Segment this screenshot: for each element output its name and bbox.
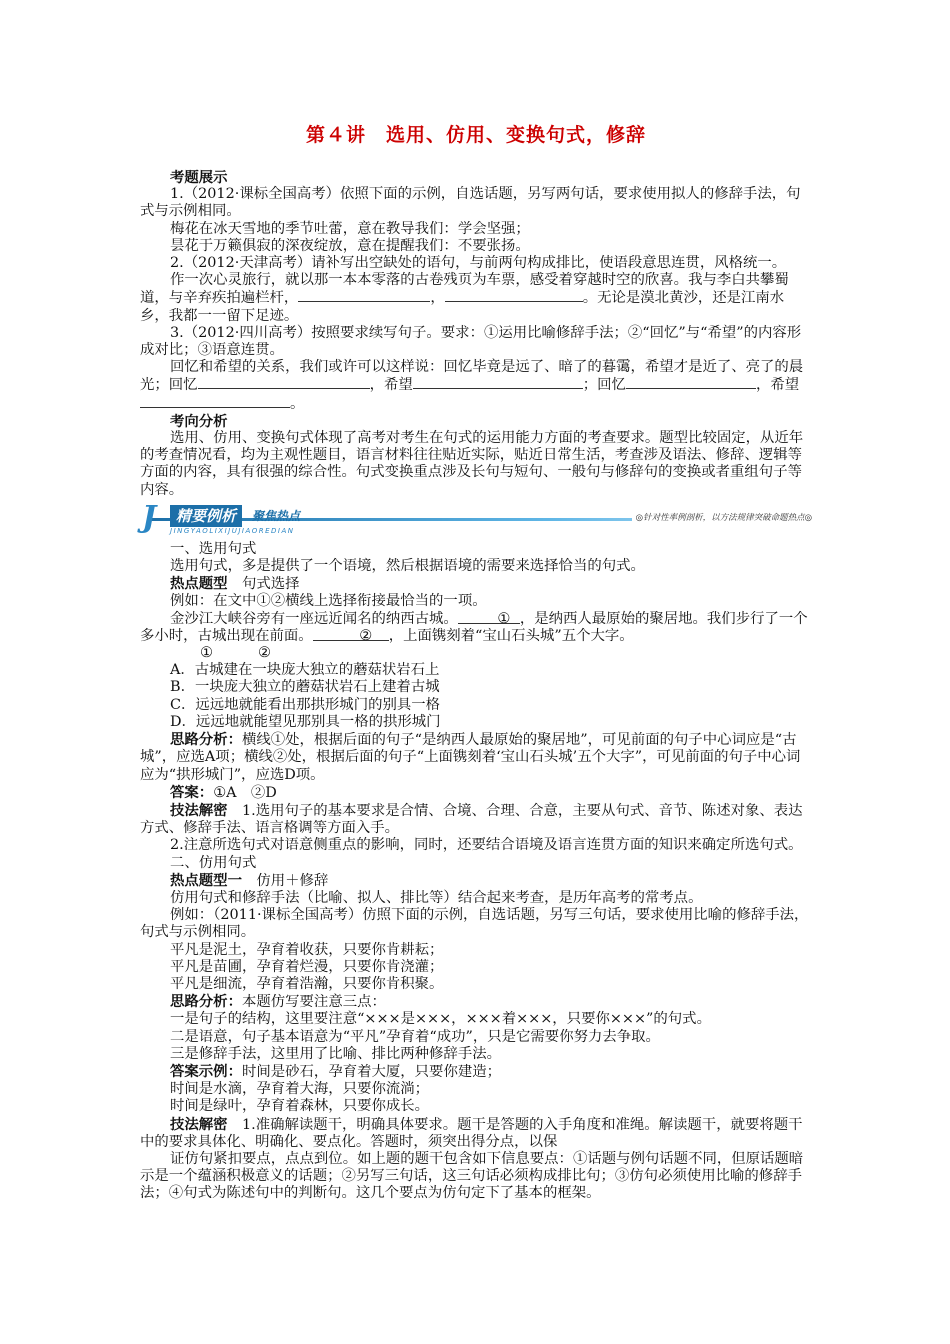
part-2-technique [140, 1116, 812, 1151]
technique-label: 技法解密 [170, 1115, 228, 1133]
part-1-technique-2: 2.注意所选句式对语意侧重点的影响，同时，还要结合语境及语言连贯方面的知识来确定所选句式。 [170, 837, 803, 854]
page-title: 第４讲 选用、仿用、变换句式，修辞 [305, 124, 646, 146]
part-2-sample-3: 平凡是细流，孕育着浩瀚，只要你肯积聚。 [170, 975, 444, 992]
answer-body: ①A ②D [213, 784, 277, 801]
hot-topic-text: 句式选择 [227, 576, 300, 593]
part-2-hot-topic [140, 872, 812, 890]
answer-label: 答案： [170, 783, 214, 801]
question-2-text: 作一次心灵旅行，就以那一本本零落的古卷残页为车票，感受着穿越时空的欣喜。我与李白共攀蜀道，与辛弃疾拍遍栏杆， [140, 272, 789, 307]
question-3-text: ，希望 [369, 377, 413, 394]
part-2-example: 例如：（2011·课标全国高考）仿照下面的示例，自选话题，另写三句话，要求使用比喻的修辞手法，句式与示例相同。 [140, 907, 809, 941]
blank-marker: ① [497, 610, 511, 627]
part-2-analysis [140, 993, 812, 1011]
section-heading-exam: 考题展示 [170, 169, 228, 186]
answer-marker-2: ② [258, 645, 271, 662]
question-2: 2.（2012·天津高考）请补写出空缺处的语句，与前两句构成排比，使语段意思连贯，风格统一。 [170, 255, 787, 272]
section-heading-analysis: 考向分析 [170, 412, 228, 430]
technique-label: 技法解密 [170, 801, 228, 819]
passage-text: 金沙江大峡谷旁有一座远近闻名的纳西古城。 [170, 610, 458, 627]
part-1-passage [140, 611, 812, 645]
part-2-answer [140, 1063, 812, 1081]
answer-label: 答案示例： [170, 1062, 242, 1080]
analysis-label: 思路分析： [170, 731, 242, 749]
question-3: 3.（2012·四川高考）按照要求续写句子。要求：①运用比喻修辞手法；②“回忆”与“希望”的内容形成对比；③语意连贯。 [140, 324, 802, 359]
section-banner [140, 499, 812, 537]
passage-text: ，上面镌刻着“宝山石头城”五个大字。 [388, 627, 634, 644]
part-1-example: 例如：在文中①②横线上选择衔接最恰当的一项。 [170, 593, 487, 610]
technique-body: 1.选用句子的基本要求是合情、合境、合理、合意，主要从句式、音节、陈述对象、表达方式、修辞手法、语言格调等方面入手。 [140, 802, 803, 837]
part-1-analysis [140, 731, 812, 784]
question-3-text: 回忆和希望的关系，我们或许可以这样说：回忆毕竟是远了、暗了的暮霭，希望才是近了、亮了的晨光；回忆 [140, 359, 804, 394]
part-2-intro: 仿用句式和修辞手法（比喻、拟人、排比等）结合起来考查，是历年高考的常考点。 [170, 889, 703, 906]
option-d: D．远远地就能望见那别具一格的拱形城门 [170, 713, 441, 730]
option-a: A．古城建在一块庞大独立的蘑菇状岩石上 [170, 662, 440, 679]
question-3-text: ；回忆 [582, 377, 626, 394]
part-2-point-1: 一是句子的结构，这里要注意“×××是×××，×××着×××，只要你×××”的句式。 [170, 1011, 711, 1028]
hot-topic-label: 热点题型 [170, 575, 228, 593]
banner-main-label: 精要例析 [170, 505, 242, 527]
analysis-text: 选用、仿用、变换句式体现了高考对考生在句式的运用能力方面的考查要求。题型比较固定，从近年的考查情况看，均为主观性题目，语言材料往往贴近实际，贴近日常生活，考查涉及语法、修辞、逻辑等方面的内容，具有很强的综合性。句式变换重点涉及长句与短句、一般句与修辞句的变换或者重组句子等内容。 [140, 430, 804, 498]
question-2-passage [140, 272, 812, 325]
banner-logo: J [142, 499, 157, 535]
question-1-example-1: 梅花在冰天雪地的季节吐蕾，意在教导我们：学会坚强； [170, 220, 530, 237]
question-1: 1.（2012·课标全国高考）依照下面的示例，自选话题，另写两句话，要求使用拟人的修辞手法，句式与示例相同。 [140, 186, 801, 220]
part-2-answer-2: 时间是水滴，孕育着大海，只要你流淌； [170, 1081, 430, 1098]
hot-topic-text: 仿用＋修辞 [241, 872, 329, 889]
option-c: C．远远地就能看出那拱形城门的别具一格 [170, 696, 441, 713]
part-2-sample-2: 平凡是苗圃，孕育着烂漫，只要你肯浇灌； [170, 958, 444, 975]
question-1-example-2: 昙花于万籁俱寂的深夜绽放，意在提醒我们：不要张扬。 [170, 237, 530, 254]
answer-body: 时间是砂石，孕育着大厦，只要你建造； [241, 1063, 502, 1080]
question-3-text: ，希望 [755, 377, 800, 394]
banner-pinyin: JINGYAOLIXIJUJIAOREDIAN [170, 526, 295, 535]
answer-blank[interactable] [626, 376, 756, 389]
answer-blank[interactable] [445, 289, 583, 302]
part-1-hot-topic [140, 575, 812, 593]
document-page [140, 120, 812, 1203]
technique-body: 1.准确解读题干，明确具体要求。题干是答题的入手角度和准绳。解读题干，就要将题干中的要求具体化、明确化、要点化。答题时，须突出得分点，以保 [140, 1116, 803, 1150]
option-b: B．一块庞大独立的蘑菇状岩石上建着古城 [170, 679, 440, 696]
part-2-point-3: 三是修辞手法，这里用了比喻、排比两种修辞手法。 [170, 1045, 501, 1062]
question-3-text: 。 [290, 395, 305, 412]
separator: ， [430, 290, 445, 307]
analysis-body: 横线①处，根据后面的句子“是纳西人最原始的聚居地”，可见前面的句子中心词应是“古城”，应选A项；横线②处，根据后面的句子“上面镌刻着‘宝山石头城’五个大字”，可见前面的句子中心词应为“拱形城门”，应选D项。 [140, 732, 801, 783]
question-2-text: 。无论是漠北黄沙，还是江南水乡，我都一一留下足迹。 [140, 290, 785, 324]
analysis-body: 本题仿写要注意三点： [241, 994, 386, 1011]
question-3-passage [140, 359, 812, 413]
answer-blank-2[interactable] [313, 627, 389, 644]
answer-blank[interactable] [298, 289, 430, 302]
banner-caption: ◎针对性率例剖析，以方法规律突破命题热点◎ [632, 511, 812, 523]
part-2-point-2: 二是语意，句子基本语意为“平凡”孕育着“成功”，只是它需要你努力去争取。 [170, 1028, 660, 1045]
answer-blank-1[interactable] [458, 610, 520, 627]
analysis-label: 思路分析： [170, 993, 242, 1011]
part-1-intro: 选用句式，多是提供了一个语境，然后根据语境的需要来选择恰当的句式。 [170, 558, 645, 575]
hot-topic-label: 热点题型一 [170, 871, 242, 889]
part-2-sample-1: 平凡是泥土，孕育着收获，只要你肯耕耘； [170, 941, 444, 958]
answer-blank[interactable] [413, 376, 583, 389]
banner-sub-label: 聚焦热点 [252, 508, 301, 523]
part-2-heading: 二、仿用句式 [170, 854, 257, 871]
part-1-heading: 一、选用句式 [170, 540, 257, 557]
blank-marker: ② [359, 627, 373, 644]
part-2-technique-2: 证仿句紧扣要点，点点到位。如上题的题干包含如下信息要点：①话题与例句话题不同，但原话题暗示是一个蕴涵积极意义的话题；②另写三句话，这三句话必须构成排比句；③仿句必须使用比喻的修辞手法；④句式为陈述句中的判断句。这几个要点为仿句定下了基本的框架。 [140, 1150, 804, 1202]
answer-blank[interactable] [198, 376, 370, 389]
answer-blank[interactable] [140, 395, 290, 408]
part-1-answer-markers [140, 645, 812, 662]
answer-marker-1: ① [200, 645, 213, 662]
passage-text: ，是纳西人最原始的聚居地。我们步行了一个多小时，古城出现在前面。 [140, 610, 808, 644]
part-1-technique [140, 802, 812, 837]
part-1-answer [140, 784, 812, 802]
part-2-answer-3: 时间是绿叶，孕育着森林，只要你成长。 [170, 1098, 430, 1115]
